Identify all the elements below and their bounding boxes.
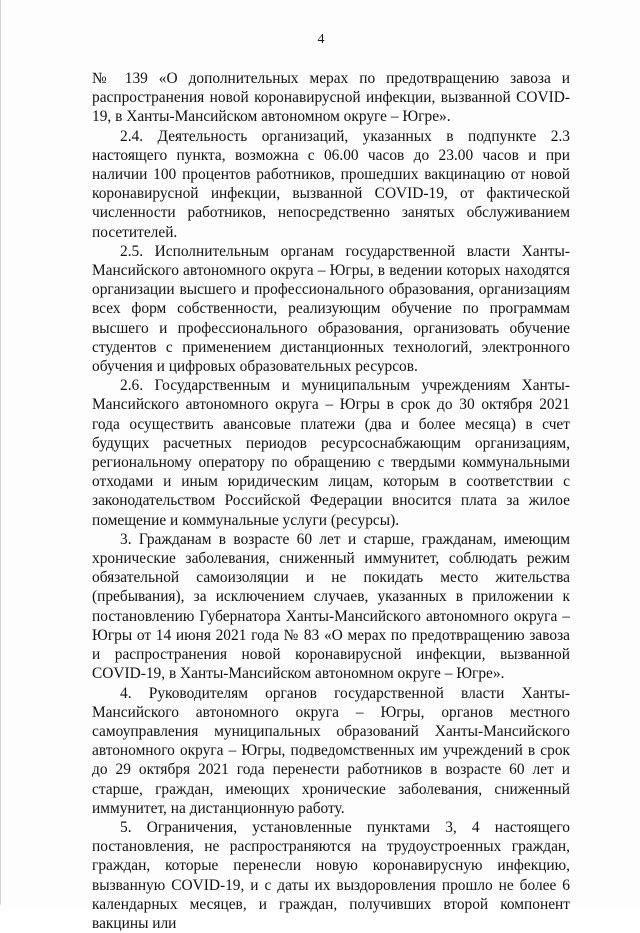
paragraph-4: 4. Руководителям органов государственной власти Ханты-Мансийского автономного округа – Югры, органов местного самоуправления муниципальных образований Ханты-Мансийского автономного округа – Югры, подведомственных им учреждений в срок до 29 октября 2021 года перенести работников в возрасте 60 лет и старше, граждан, имеющих хронические заболевания, сниженный иммунитет, на дистанционную работу. (92, 684, 570, 817)
paragraph-3: 3. Гражданам в возрасте 60 лет и старше, гражданам, имеющим хронические заболевания, сниженный иммунитет, соблюдать режим обязательной самоизоляции и не покидать место жительства (пребывания), за исключением случаев, указанных в приложении к постановлению Губернатора Ханты-Мансийского автономного округа – Югры от 14 июня 2021 года № 83 «О мерах по предотвращению завоза и распространения новой коронавирусной инфекции, вызванной COVID-19, в Ханты-Мансийском автономном округе – Югре». (92, 530, 570, 683)
paragraph-continuation: № 139 «О дополнительных мерах по предотвращению завоза и распространения новой коронавирусной инфекции, вызванной COVID-19, в Ханты-Мансийском автономном округе – Югре». (92, 70, 570, 126)
paragraph-5: 5. Ограничения, установленные пунктами 3, 4 настоящего постановления, не распространяются на трудоустроенных граждан, граждан, которые перенесли новую коронавирусную инфекцию, вызванную COVID-19, и с даты их выздоровления прошло не более 6 календарных месяцев, и граждан, получивших второй компонент вакцины или (92, 818, 570, 932)
page-number: 4 (317, 32, 325, 47)
paragraph-2-6: 2.6. Государственным и муниципальным учреждениям Ханты-Мансийского автономного округа – Югры в срок до 30 октября 2021 года осуществить авансовые платежи (два и более месяца) в счет будущих расчетных периодов ресурсоснабжающим организациям, региональному оператору по обращению с твердыми коммунальными отходами и иным юридическим лицам, которым в соответствии с законодательством Российской Федерации вносится плата за жилое помещение и коммунальные услуги (ресурсы). (92, 377, 570, 529)
paragraph-2-4: 2.4. Деятельность организаций, указанных в подпункте 2.3 настоящего пункта, возможна с 06.00 часов до 23.00 часов и при наличии 100 процентов работников, прошедших вакцинацию от новой коронавирусной инфекции, вызванной COVID-19, от фактической численности работников, непосредственно занятых обслуживанием посетителей. (92, 127, 570, 241)
document-body (92, 69, 570, 933)
paragraph-2-5: 2.5. Исполнительным органам государственной власти Ханты-Мансийского автономного округа – Югры, в ведении которых находятся организации высшего и профессионального образования, организациям всех форм собственности, реализующим обучение по программам высшего и профессионального образования, организовать обучение студентов с применением дистанционных технологий, электронного обучения и цифровых образовательных ресурсов. (92, 242, 570, 376)
